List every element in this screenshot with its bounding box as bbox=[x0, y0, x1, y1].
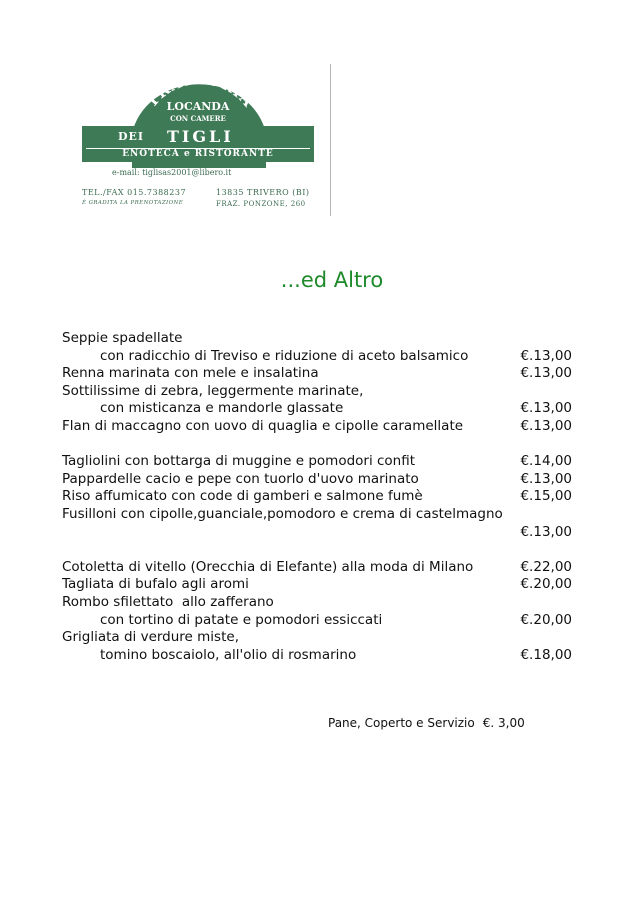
menu-item bbox=[62, 418, 572, 436]
dish-price: €.20,00 bbox=[520, 576, 572, 593]
dish-price: €.13,00 bbox=[520, 347, 572, 364]
dish-price: €.14,00 bbox=[520, 453, 572, 470]
menu-item bbox=[62, 330, 572, 348]
logo-dei-text: DEI bbox=[118, 130, 145, 143]
dish-name: Riso affumicato con code di gamberi e salmone fumè bbox=[62, 488, 423, 505]
dish-price: €.13,00 bbox=[520, 470, 572, 487]
menu-item bbox=[62, 524, 572, 542]
reservation-note: È GRADITA LA PRENOTAZIONE bbox=[82, 200, 184, 206]
menu-item bbox=[62, 576, 572, 594]
menu-item bbox=[62, 594, 572, 612]
cover-charge-label: Pane, Coperto e Servizio bbox=[328, 716, 475, 730]
dish-price: €.13,00 bbox=[520, 365, 572, 382]
dish-name: Grigliata di verdure miste, bbox=[62, 629, 239, 646]
logo-enoteca-text: ENOTECA e RISTORANTE bbox=[122, 149, 274, 159]
menu-item bbox=[62, 348, 572, 366]
menu-item bbox=[62, 612, 572, 630]
menu-item bbox=[62, 365, 572, 383]
dish-name: Rombo sfilettato allo zafferano bbox=[62, 593, 274, 610]
dish-name: Seppie spadellate bbox=[62, 330, 183, 346]
page-title: ...ed Altro bbox=[280, 268, 384, 292]
menu-item bbox=[62, 559, 572, 577]
dish-price: €.13,00 bbox=[520, 400, 572, 417]
dish-description: con tortino di patate e pomodori essiccati bbox=[100, 611, 383, 628]
dish-price: €.20,00 bbox=[520, 611, 572, 628]
contact-city: 13835 TRIVERO (BI) bbox=[216, 188, 310, 197]
menu-item bbox=[62, 629, 572, 647]
dish-price: €.18,00 bbox=[520, 646, 572, 663]
dish-name: Tagliolini con bottarga di muggine e pomodori confit bbox=[62, 453, 416, 470]
logo-tigli-text: TIGLI bbox=[167, 127, 234, 146]
menu-list bbox=[62, 330, 572, 664]
dish-name: Fusilloni con cipolle,guanciale,pomodoro e crema di castelmagno bbox=[62, 505, 503, 522]
dish-description: con radicchio di Treviso e riduzione di aceto balsamico bbox=[100, 347, 469, 364]
cover-charge-amount: €. 3,00 bbox=[482, 716, 525, 730]
menu-item bbox=[62, 471, 572, 489]
logo-con-camere-text: CON CAMERE bbox=[170, 114, 226, 123]
logo-locanda-text: LOCANDA bbox=[166, 100, 230, 113]
menu-item bbox=[62, 400, 572, 418]
dish-price: €.13,00 bbox=[520, 417, 572, 434]
dish-price: €.13,00 bbox=[520, 523, 572, 540]
menu-item bbox=[62, 647, 572, 665]
dish-description: tomino boscaiolo, all'olio di rosmarino bbox=[100, 646, 357, 663]
menu-item bbox=[62, 506, 572, 524]
dish-name: Tagliata di bufalo agli aromi bbox=[62, 576, 249, 593]
menu-item bbox=[62, 383, 572, 401]
dish-name: Renna marinata con mele e insalatina bbox=[62, 365, 319, 382]
section-spacer bbox=[62, 541, 572, 559]
dish-name: Flan di maccagno con uovo di quaglia e cipolle caramellate bbox=[62, 417, 464, 434]
dish-name: Pappardelle cacio e pepe con tuorlo d'uovo marinato bbox=[62, 470, 419, 487]
logo-trattoria-text: TRATTORIA bbox=[142, 72, 258, 111]
menu-item bbox=[62, 453, 572, 471]
cover-charge bbox=[328, 716, 525, 730]
dish-name: Sottilissime di zebra, leggermente marinate, bbox=[62, 382, 364, 399]
menu-item bbox=[62, 488, 572, 506]
header-divider bbox=[330, 64, 331, 216]
dish-description: con misticanza e mandorle glassate bbox=[100, 400, 344, 417]
dish-price: €.22,00 bbox=[520, 558, 572, 575]
contact-address: FRAZ. PONZONE, 260 bbox=[216, 200, 306, 208]
contact-email: e-mail: tiglisas2001@libero.it bbox=[112, 168, 232, 177]
contact-phone: TEL./FAX 015.7388237 bbox=[82, 188, 187, 197]
dish-name: Cotoletta di vitello (Orecchia di Elefante) alla moda di Milano bbox=[62, 558, 474, 575]
dish-price: €.15,00 bbox=[520, 488, 572, 505]
section-spacer bbox=[62, 436, 572, 454]
